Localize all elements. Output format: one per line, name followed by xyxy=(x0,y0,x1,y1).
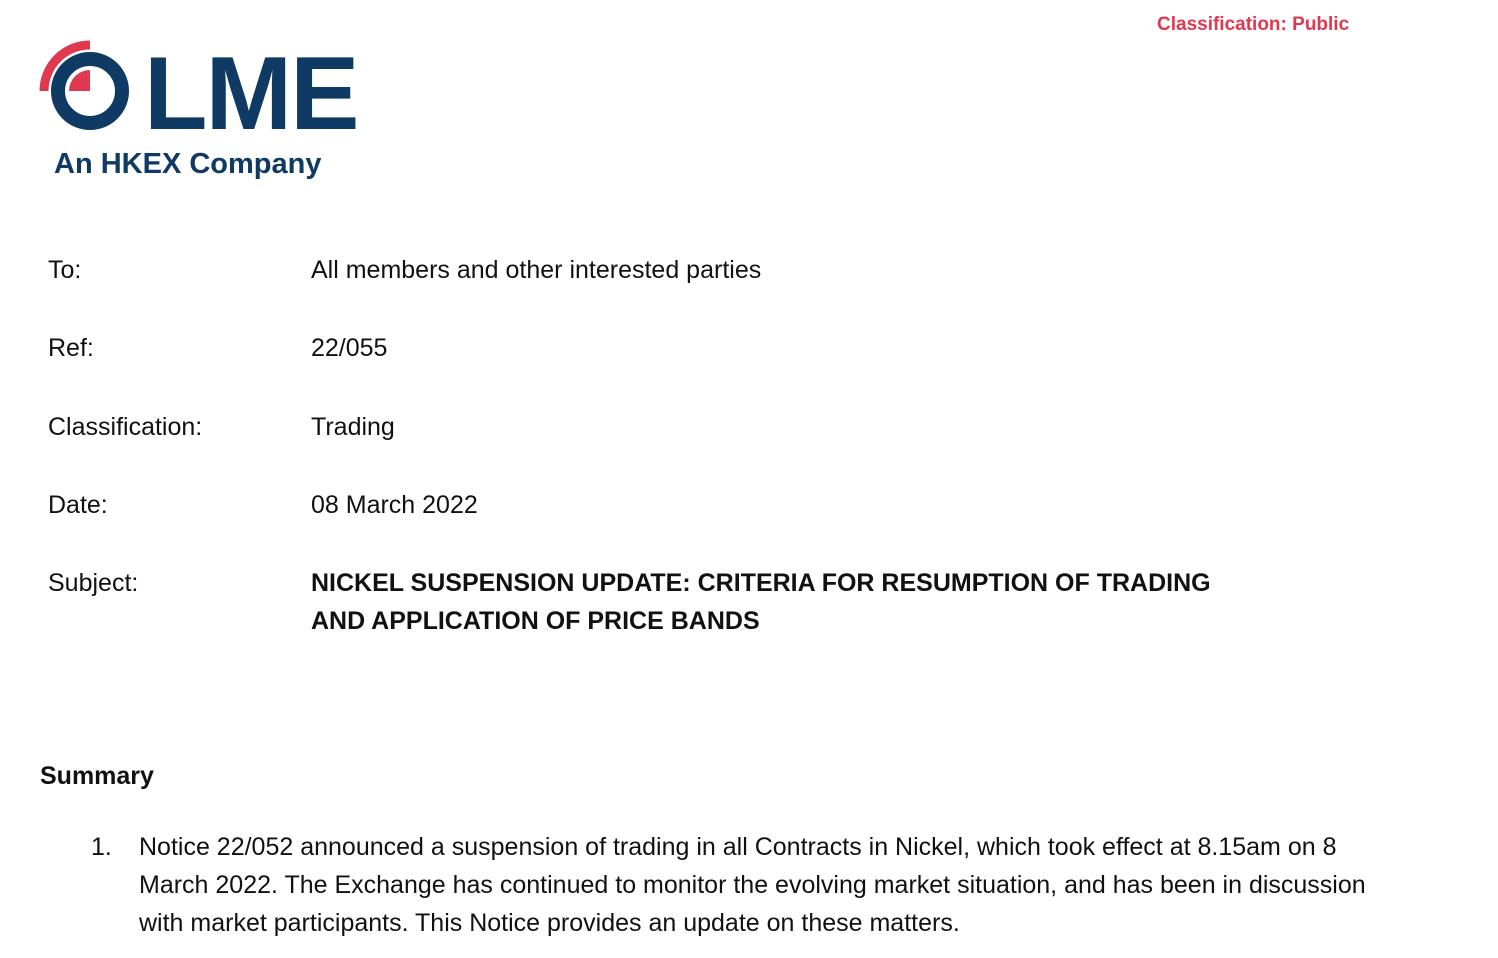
lme-logo-icon xyxy=(38,38,368,188)
item-text: Notice 22/052 announced a suspension of trading in all Contracts in Nickel, which took effect at 8.15am on 8 March 2022. The Exchange has continued to monitor the evolving market situation, and has been in discussion with market participants. This Notice provides an update on these matters. xyxy=(139,833,1366,937)
meta-label: Date: xyxy=(48,491,108,519)
meta-label: To: xyxy=(48,256,82,284)
summary-heading: Summary xyxy=(40,762,154,790)
meta-label: Ref: xyxy=(48,334,94,362)
subject-title: NICKEL SUSPENSION UPDATE: CRITERIA FOR RESUMPTION OF TRADING AND APPLICATION OF PRICE BANDS xyxy=(311,569,1211,635)
item-number: 1. xyxy=(91,833,112,861)
meta-value: 08 March 2022 xyxy=(311,491,478,519)
svg-text:An HKEX Company: An HKEX Company xyxy=(54,148,322,180)
meta-label: Classification: xyxy=(48,413,203,441)
meta-label: Subject: xyxy=(48,569,139,597)
meta-value: 22/055 xyxy=(311,334,388,362)
meta-value: All members and other interested parties xyxy=(311,256,762,284)
meta-value: Trading xyxy=(311,413,395,441)
document-classification: Classification: Public xyxy=(1157,14,1350,35)
lme-logo xyxy=(38,38,368,188)
svg-text:LME: LME xyxy=(144,38,358,152)
